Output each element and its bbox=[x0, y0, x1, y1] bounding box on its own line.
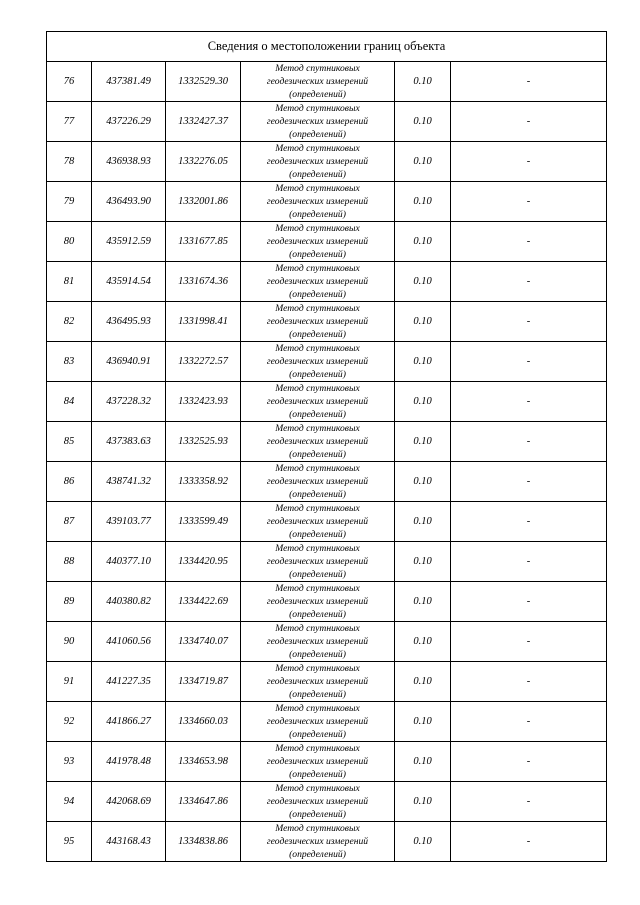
description-cell: - bbox=[451, 622, 607, 662]
description-cell: - bbox=[451, 342, 607, 382]
x-coordinate-cell: 437383.63 bbox=[92, 422, 166, 462]
method-cell bbox=[241, 142, 395, 182]
table-row bbox=[47, 182, 607, 222]
accuracy-cell: 0.10 bbox=[395, 62, 451, 102]
accuracy-cell: 0.10 bbox=[395, 102, 451, 142]
method-line: (определений) bbox=[289, 489, 346, 500]
point-number-cell: 91 bbox=[47, 662, 92, 702]
accuracy-cell: 0.10 bbox=[395, 302, 451, 342]
y-coordinate-cell: 1334647.86 bbox=[166, 782, 241, 822]
method-cell bbox=[241, 622, 395, 662]
description-cell: - bbox=[451, 542, 607, 582]
x-coordinate-cell: 438741.32 bbox=[92, 462, 166, 502]
x-coordinate-cell: 440380.82 bbox=[92, 582, 166, 622]
y-coordinate-cell: 1332276.05 bbox=[166, 142, 241, 182]
description-cell: - bbox=[451, 182, 607, 222]
method-line: Метод спутниковых bbox=[275, 503, 360, 514]
table-row bbox=[47, 382, 607, 422]
method-cell bbox=[241, 782, 395, 822]
point-number-cell: 86 bbox=[47, 462, 92, 502]
method-line: Метод спутниковых bbox=[275, 63, 360, 74]
method-line: (определений) bbox=[289, 409, 346, 420]
method-line: геодезических измерений bbox=[266, 516, 369, 527]
method-cell bbox=[241, 182, 395, 222]
table-body bbox=[47, 32, 607, 862]
description-cell: - bbox=[451, 702, 607, 742]
method-line: геодезических измерений bbox=[266, 276, 369, 287]
method-line: геодезических измерений bbox=[266, 636, 369, 647]
method-line: Метод спутниковых bbox=[275, 263, 360, 274]
description-cell: - bbox=[451, 462, 607, 502]
method-line: геодезических измерений bbox=[266, 196, 369, 207]
table-row bbox=[47, 342, 607, 382]
point-number-cell: 80 bbox=[47, 222, 92, 262]
point-number-cell: 78 bbox=[47, 142, 92, 182]
method-line: геодезических измерений bbox=[266, 76, 369, 87]
table-row bbox=[47, 622, 607, 662]
point-number-cell: 92 bbox=[47, 702, 92, 742]
method-line: Метод спутниковых bbox=[275, 103, 360, 114]
method-line: Метод спутниковых bbox=[275, 543, 360, 554]
description-cell: - bbox=[451, 422, 607, 462]
method-cell bbox=[241, 662, 395, 702]
method-line: (определений) bbox=[289, 329, 346, 340]
description-cell: - bbox=[451, 62, 607, 102]
method-line: геодезических измерений bbox=[266, 836, 369, 847]
table-row bbox=[47, 542, 607, 582]
accuracy-cell: 0.10 bbox=[395, 622, 451, 662]
method-line: геодезических измерений bbox=[266, 156, 369, 167]
table-row bbox=[47, 262, 607, 302]
table-row bbox=[47, 742, 607, 782]
method-cell bbox=[241, 422, 395, 462]
y-coordinate-cell: 1334838.86 bbox=[166, 822, 241, 862]
point-number-cell: 88 bbox=[47, 542, 92, 582]
accuracy-cell: 0.10 bbox=[395, 222, 451, 262]
method-line: (определений) bbox=[289, 729, 346, 740]
point-number-cell: 79 bbox=[47, 182, 92, 222]
method-line: Метод спутниковых bbox=[275, 663, 360, 674]
y-coordinate-cell: 1332001.86 bbox=[166, 182, 241, 222]
description-cell: - bbox=[451, 742, 607, 782]
method-line: (определений) bbox=[289, 209, 346, 220]
method-line: (определений) bbox=[289, 569, 346, 580]
point-number-cell: 93 bbox=[47, 742, 92, 782]
method-cell bbox=[241, 542, 395, 582]
x-coordinate-cell: 439103.77 bbox=[92, 502, 166, 542]
method-cell bbox=[241, 62, 395, 102]
accuracy-cell: 0.10 bbox=[395, 502, 451, 542]
method-cell bbox=[241, 302, 395, 342]
y-coordinate-cell: 1334653.98 bbox=[166, 742, 241, 782]
boundary-coordinates-table bbox=[46, 31, 607, 862]
table-row bbox=[47, 822, 607, 862]
point-number-cell: 90 bbox=[47, 622, 92, 662]
method-line: (определений) bbox=[289, 529, 346, 540]
accuracy-cell: 0.10 bbox=[395, 422, 451, 462]
method-line: (определений) bbox=[289, 649, 346, 660]
point-number-cell: 81 bbox=[47, 262, 92, 302]
accuracy-cell: 0.10 bbox=[395, 342, 451, 382]
method-line: геодезических измерений bbox=[266, 436, 369, 447]
y-coordinate-cell: 1331674.36 bbox=[166, 262, 241, 302]
point-number-cell: 94 bbox=[47, 782, 92, 822]
point-number-cell: 84 bbox=[47, 382, 92, 422]
x-coordinate-cell: 436938.93 bbox=[92, 142, 166, 182]
point-number-cell: 76 bbox=[47, 62, 92, 102]
method-cell bbox=[241, 102, 395, 142]
method-line: (определений) bbox=[289, 89, 346, 100]
x-coordinate-cell: 441227.35 bbox=[92, 662, 166, 702]
point-number-cell: 87 bbox=[47, 502, 92, 542]
y-coordinate-cell: 1334719.87 bbox=[166, 662, 241, 702]
accuracy-cell: 0.10 bbox=[395, 382, 451, 422]
method-line: (определений) bbox=[289, 689, 346, 700]
method-line: (определений) bbox=[289, 169, 346, 180]
y-coordinate-cell: 1334422.69 bbox=[166, 582, 241, 622]
point-number-cell: 82 bbox=[47, 302, 92, 342]
method-line: (определений) bbox=[289, 369, 346, 380]
point-number-cell: 83 bbox=[47, 342, 92, 382]
y-coordinate-cell: 1332525.93 bbox=[166, 422, 241, 462]
point-number-cell: 95 bbox=[47, 822, 92, 862]
method-line: Метод спутниковых bbox=[275, 343, 360, 354]
point-number-cell: 77 bbox=[47, 102, 92, 142]
method-line: Метод спутниковых bbox=[275, 743, 360, 754]
method-line: Метод спутниковых bbox=[275, 463, 360, 474]
method-line: геодезических измерений bbox=[266, 236, 369, 247]
method-line: Метод спутниковых bbox=[275, 783, 360, 794]
x-coordinate-cell: 435912.59 bbox=[92, 222, 166, 262]
method-line: геодезических измерений bbox=[266, 396, 369, 407]
method-line: Метод спутниковых bbox=[275, 143, 360, 154]
method-line: геодезических измерений bbox=[266, 796, 369, 807]
method-line: (определений) bbox=[289, 289, 346, 300]
y-coordinate-cell: 1334420.95 bbox=[166, 542, 241, 582]
description-cell: - bbox=[451, 662, 607, 702]
method-line: Метод спутниковых bbox=[275, 303, 360, 314]
method-line: Метод спутниковых bbox=[275, 223, 360, 234]
table-row bbox=[47, 502, 607, 542]
x-coordinate-cell: 442068.69 bbox=[92, 782, 166, 822]
accuracy-cell: 0.10 bbox=[395, 582, 451, 622]
method-line: Метод спутниковых bbox=[275, 383, 360, 394]
method-line: геодезических измерений bbox=[266, 716, 369, 727]
accuracy-cell: 0.10 bbox=[395, 782, 451, 822]
accuracy-cell: 0.10 bbox=[395, 702, 451, 742]
method-cell bbox=[241, 702, 395, 742]
description-cell: - bbox=[451, 382, 607, 422]
x-coordinate-cell: 437226.29 bbox=[92, 102, 166, 142]
y-coordinate-cell: 1331998.41 bbox=[166, 302, 241, 342]
description-cell: - bbox=[451, 142, 607, 182]
table-row bbox=[47, 582, 607, 622]
x-coordinate-cell: 441978.48 bbox=[92, 742, 166, 782]
x-coordinate-cell: 436940.91 bbox=[92, 342, 166, 382]
method-line: Метод спутниковых bbox=[275, 703, 360, 714]
y-coordinate-cell: 1333599.49 bbox=[166, 502, 241, 542]
method-line: (определений) bbox=[289, 849, 346, 860]
description-cell: - bbox=[451, 262, 607, 302]
y-coordinate-cell: 1332529.30 bbox=[166, 62, 241, 102]
y-coordinate-cell: 1332272.57 bbox=[166, 342, 241, 382]
description-cell: - bbox=[451, 502, 607, 542]
method-line: геодезических измерений bbox=[266, 116, 369, 127]
description-cell: - bbox=[451, 222, 607, 262]
section-title: Сведения о местоположении границ объекта bbox=[47, 32, 607, 62]
method-line: (определений) bbox=[289, 249, 346, 260]
method-line: (определений) bbox=[289, 769, 346, 780]
accuracy-cell: 0.10 bbox=[395, 742, 451, 782]
method-line: геодезических измерений bbox=[266, 596, 369, 607]
method-line: Метод спутниковых bbox=[275, 583, 360, 594]
point-number-cell: 85 bbox=[47, 422, 92, 462]
x-coordinate-cell: 435914.54 bbox=[92, 262, 166, 302]
x-coordinate-cell: 443168.43 bbox=[92, 822, 166, 862]
method-line: геодезических измерений bbox=[266, 756, 369, 767]
method-line: Метод спутниковых bbox=[275, 183, 360, 194]
method-line: (определений) bbox=[289, 129, 346, 140]
table-row bbox=[47, 302, 607, 342]
x-coordinate-cell: 441060.56 bbox=[92, 622, 166, 662]
description-cell: - bbox=[451, 782, 607, 822]
point-number-cell: 89 bbox=[47, 582, 92, 622]
method-line: геодезических измерений bbox=[266, 476, 369, 487]
document-page bbox=[46, 31, 606, 862]
method-line: Метод спутниковых bbox=[275, 623, 360, 634]
method-cell bbox=[241, 462, 395, 502]
table-row bbox=[47, 102, 607, 142]
method-line: геодезических измерений bbox=[266, 676, 369, 687]
y-coordinate-cell: 1332427.37 bbox=[166, 102, 241, 142]
method-cell bbox=[241, 502, 395, 542]
method-cell bbox=[241, 262, 395, 302]
y-coordinate-cell: 1334660.03 bbox=[166, 702, 241, 742]
x-coordinate-cell: 436495.93 bbox=[92, 302, 166, 342]
y-coordinate-cell: 1331677.85 bbox=[166, 222, 241, 262]
accuracy-cell: 0.10 bbox=[395, 542, 451, 582]
method-line: геодезических измерений bbox=[266, 356, 369, 367]
description-cell: - bbox=[451, 822, 607, 862]
x-coordinate-cell: 436493.90 bbox=[92, 182, 166, 222]
y-coordinate-cell: 1333358.92 bbox=[166, 462, 241, 502]
y-coordinate-cell: 1334740.07 bbox=[166, 622, 241, 662]
table-row bbox=[47, 702, 607, 742]
accuracy-cell: 0.10 bbox=[395, 262, 451, 302]
table-row bbox=[47, 422, 607, 462]
method-cell bbox=[241, 342, 395, 382]
y-coordinate-cell: 1332423.93 bbox=[166, 382, 241, 422]
method-cell bbox=[241, 742, 395, 782]
table-row bbox=[47, 222, 607, 262]
accuracy-cell: 0.10 bbox=[395, 182, 451, 222]
method-line: (определений) bbox=[289, 809, 346, 820]
method-line: (определений) bbox=[289, 449, 346, 460]
method-cell bbox=[241, 382, 395, 422]
description-cell: - bbox=[451, 582, 607, 622]
description-cell: - bbox=[451, 302, 607, 342]
table-row bbox=[47, 782, 607, 822]
table-row bbox=[47, 662, 607, 702]
table-row bbox=[47, 62, 607, 102]
method-cell bbox=[241, 582, 395, 622]
table-row bbox=[47, 142, 607, 182]
method-line: геодезических измерений bbox=[266, 316, 369, 327]
method-line: геодезических измерений bbox=[266, 556, 369, 567]
table-header-row bbox=[47, 32, 607, 62]
x-coordinate-cell: 440377.10 bbox=[92, 542, 166, 582]
description-cell: - bbox=[451, 102, 607, 142]
method-cell bbox=[241, 222, 395, 262]
x-coordinate-cell: 437381.49 bbox=[92, 62, 166, 102]
method-line: Метод спутниковых bbox=[275, 423, 360, 434]
method-line: (определений) bbox=[289, 609, 346, 620]
method-line: Метод спутниковых bbox=[275, 823, 360, 834]
accuracy-cell: 0.10 bbox=[395, 142, 451, 182]
x-coordinate-cell: 437228.32 bbox=[92, 382, 166, 422]
x-coordinate-cell: 441866.27 bbox=[92, 702, 166, 742]
table-row bbox=[47, 462, 607, 502]
method-cell bbox=[241, 822, 395, 862]
accuracy-cell: 0.10 bbox=[395, 822, 451, 862]
accuracy-cell: 0.10 bbox=[395, 462, 451, 502]
accuracy-cell: 0.10 bbox=[395, 662, 451, 702]
